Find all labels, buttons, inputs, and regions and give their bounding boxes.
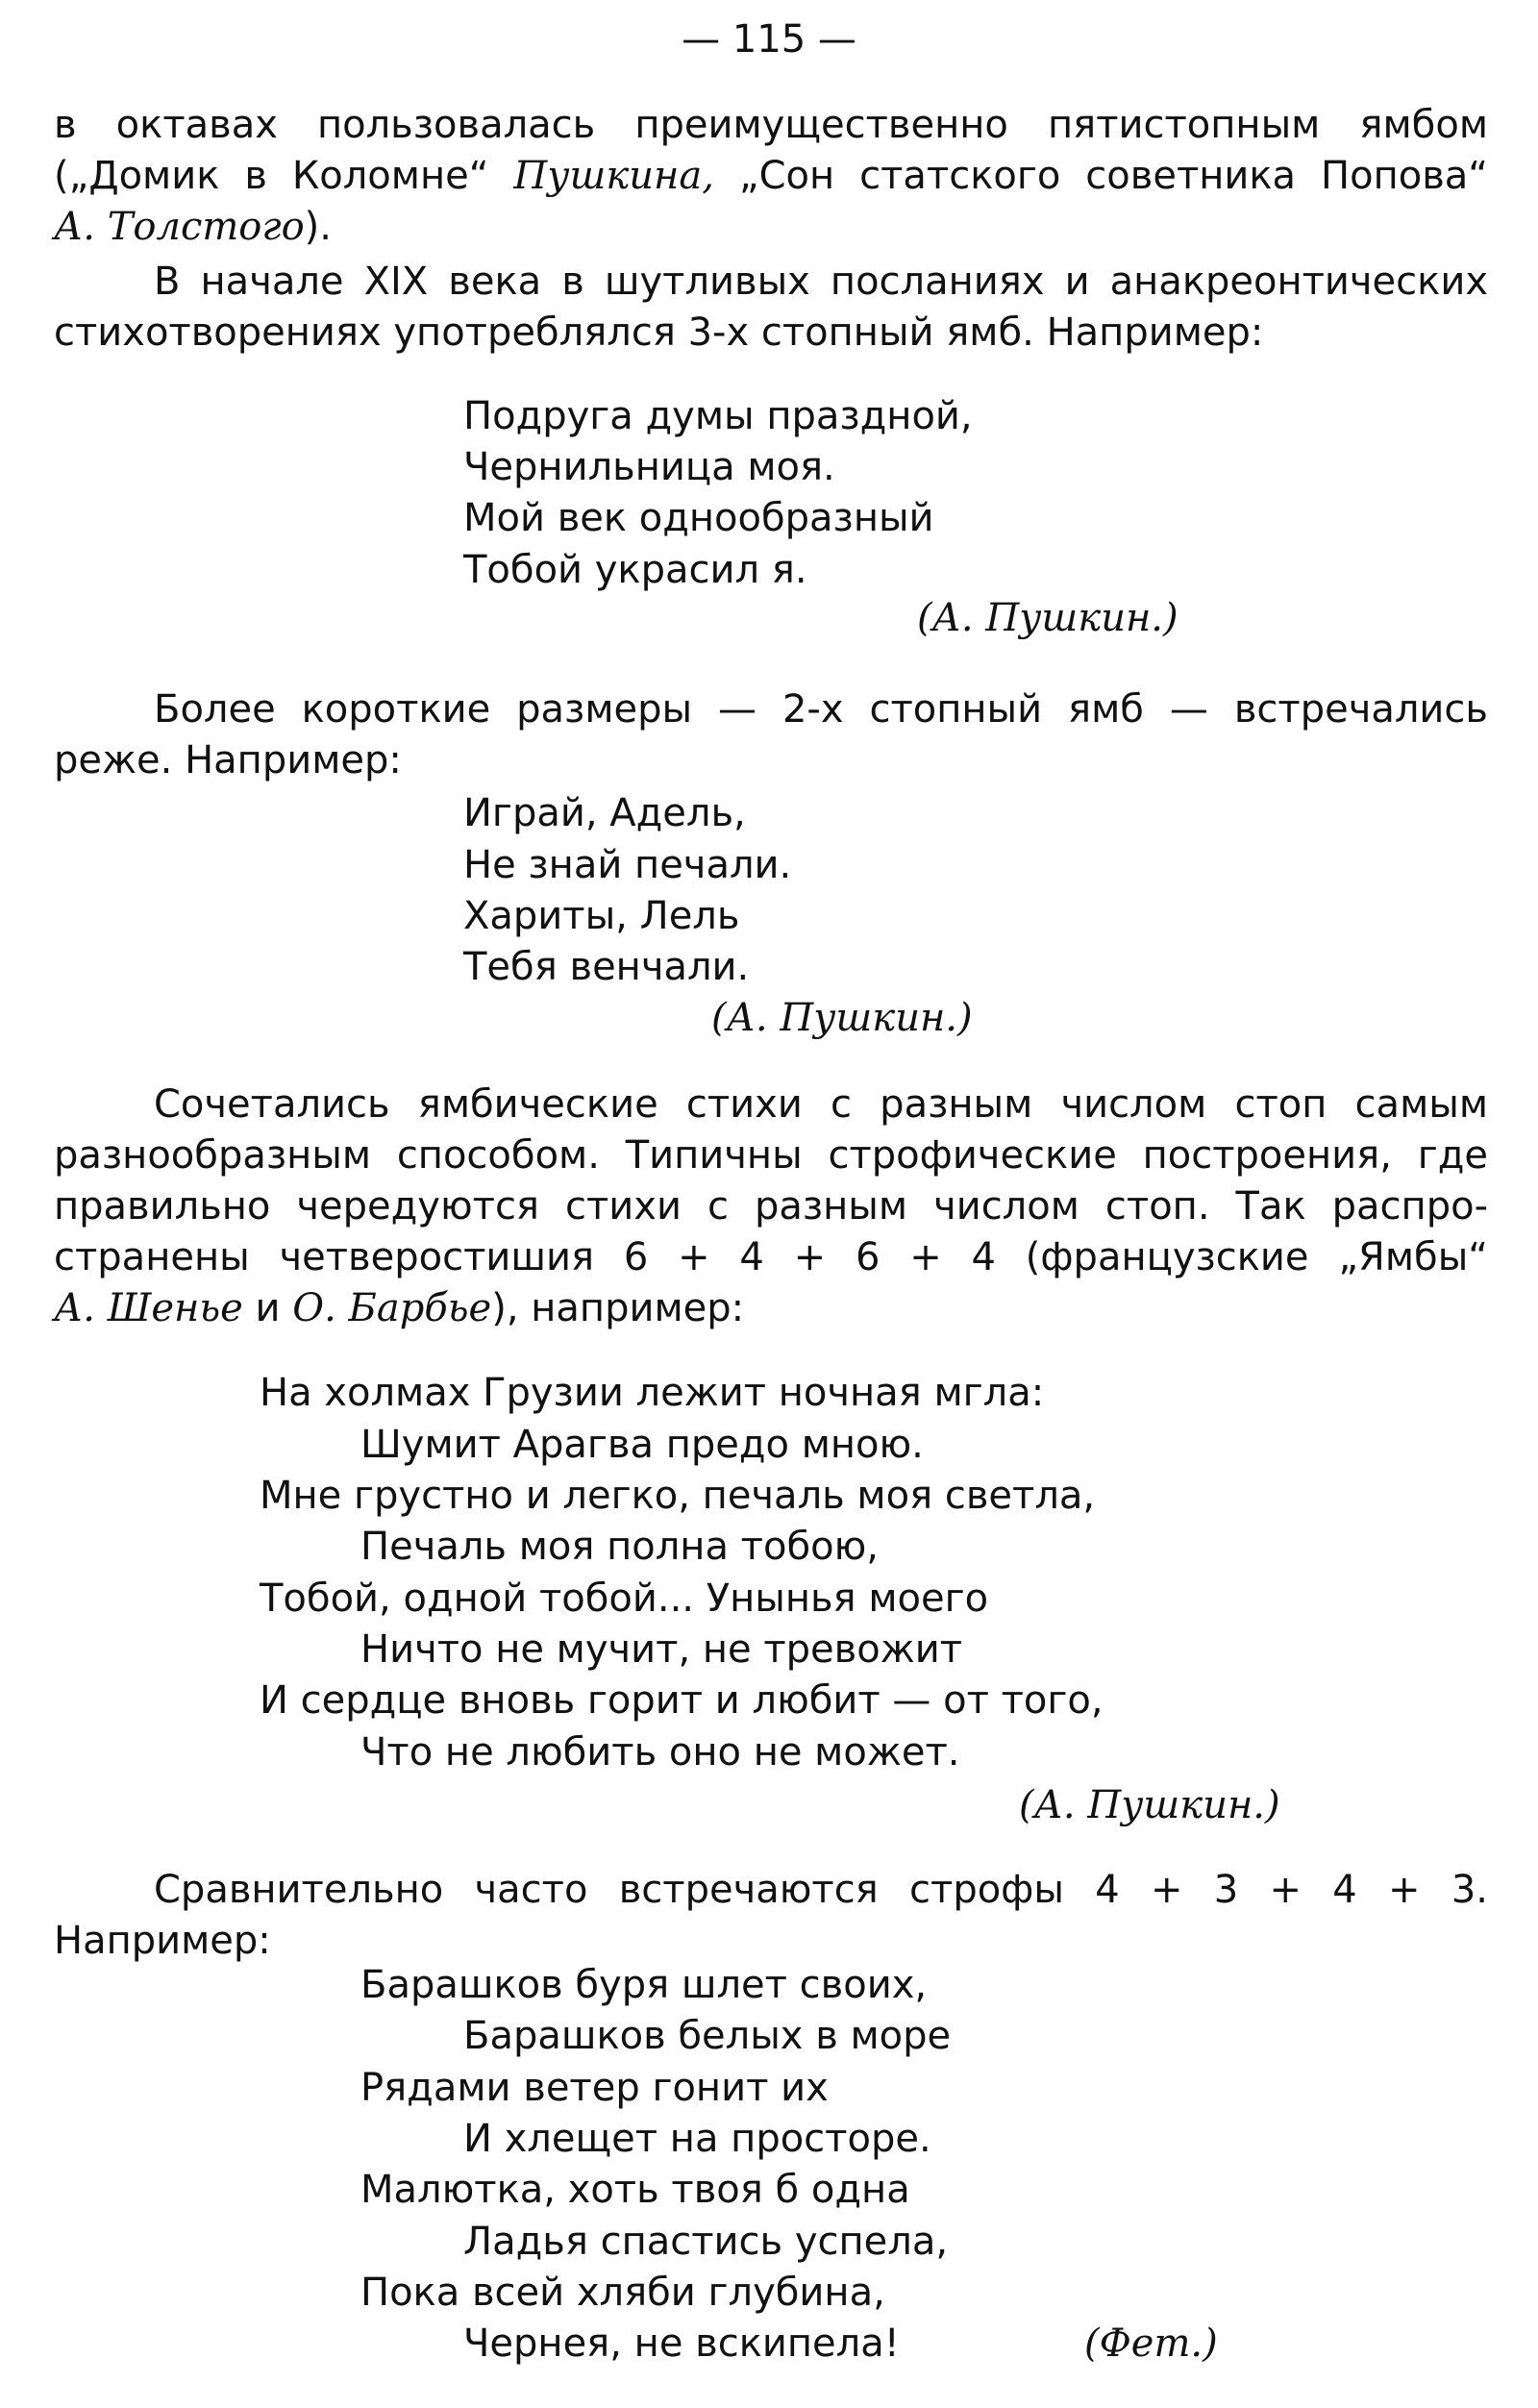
text-line: странены четверостишия 6 + 4 + 6 + 4 (французские „Ямбы“ xyxy=(54,1235,1488,1279)
text-line xyxy=(54,151,1488,202)
text-line: правильно чередуются стихи с разным числом стоп. Так распро- xyxy=(54,1184,1488,1229)
verse-line: Хариты, Лель xyxy=(463,894,740,938)
verse-line: Мой век однообразный xyxy=(463,496,934,540)
verse-line: И сердце вновь горит и любит — от того, xyxy=(260,1678,1104,1723)
author-name: А. Толстого xyxy=(54,205,305,249)
verse-line: Тобой украсил я. xyxy=(463,548,807,592)
text-line: В начале XIX века в шутливых посланиях и анакреонтических xyxy=(154,260,1488,304)
verse-line: Ничто не мучит, не тревожит xyxy=(360,1627,963,1672)
text-segment: ), например: xyxy=(491,1286,745,1330)
text-line: Сочетались ямбические стихи с разным числом стоп самым xyxy=(154,1082,1488,1127)
text-segment: ). xyxy=(304,205,332,249)
verse-line: Пока всей хляби глубина, xyxy=(360,2271,885,2315)
verse-line: Не знай печали. xyxy=(463,843,792,887)
verse-line: Играй, Адель, xyxy=(463,791,746,835)
verse-line: Тобой, одной тобой... Унынья моего xyxy=(260,1576,989,1621)
verse-line: Печаль моя полна тобою, xyxy=(360,1525,879,1569)
text-segment: и xyxy=(242,1286,293,1330)
verse-line: Чернея, не вскипела! xyxy=(463,2321,900,2366)
verse-line: Тебя венчали. xyxy=(463,945,750,989)
verse-line: Подруга думы праздной, xyxy=(463,394,973,438)
text-line: Сравнительно часто встречаются строфы 4 + 3 + 4 + 3. xyxy=(154,1868,1488,1912)
verse-line: Что не любить оно не может. xyxy=(360,1730,960,1775)
paragraph-octaves xyxy=(54,100,1488,253)
text-line: реже. Например: xyxy=(54,738,402,782)
verse-line: Барашков белых в море xyxy=(463,2014,952,2058)
page-number: — 115 — xyxy=(682,17,856,62)
paragraph-combinations xyxy=(54,1080,1488,1334)
text-line: Например: xyxy=(54,1919,271,1963)
text-line: в октавах пользовалась преимущественно пятистопным ямбом xyxy=(54,103,1488,147)
text-line: разнообразным способом. Типичны строфические построения, где xyxy=(54,1133,1488,1178)
verse-line: Ладья спастись успела, xyxy=(463,2220,949,2264)
poem-attribution: (А. Пушкин.) xyxy=(711,996,973,1040)
paragraph-trimeter xyxy=(54,257,1488,359)
author-name: А. Шенье xyxy=(54,1286,243,1330)
text-line: стихотворениях употреблялся 3-х стопный ямб. Например: xyxy=(54,310,1264,355)
text-segment: „Сон статского советника Попова“ xyxy=(713,154,1489,198)
author-name: Пушкина, xyxy=(513,154,714,198)
verse-line: И хлещет на просторе. xyxy=(463,2117,931,2161)
text-segment: („Домик в Коломне“ xyxy=(54,154,514,198)
poem-attribution: (А. Пушкин.) xyxy=(1019,1783,1280,1827)
paragraph-stanzas xyxy=(54,1865,1488,1967)
paragraph-dimeter xyxy=(54,684,1488,786)
verse-line: Чернильница моя. xyxy=(463,445,835,489)
verse-line: Малютка, хоть твоя б одна xyxy=(360,2168,910,2212)
verse-line: Шумит Арагва предо мною. xyxy=(360,1423,924,1467)
text-line xyxy=(54,202,1488,253)
text-line xyxy=(54,1283,1488,1334)
verse-line: Барашков буря шлет своих, xyxy=(360,1963,928,2007)
poem-attribution: (Фет.) xyxy=(1084,2321,1218,2366)
poem-attribution: (А. Пушкин.) xyxy=(917,596,1178,640)
verse-line: На холмах Грузии лежит ночная мгла: xyxy=(260,1371,1045,1415)
author-name: О. Барбье xyxy=(292,1286,492,1330)
verse-line: Мне грустно и легко, печаль моя светла, xyxy=(260,1474,1096,1518)
text-line: Более короткие размеры — 2-х стопный ямб — встречались xyxy=(154,687,1488,732)
verse-line: Рядами ветер гонит их xyxy=(360,2066,829,2110)
